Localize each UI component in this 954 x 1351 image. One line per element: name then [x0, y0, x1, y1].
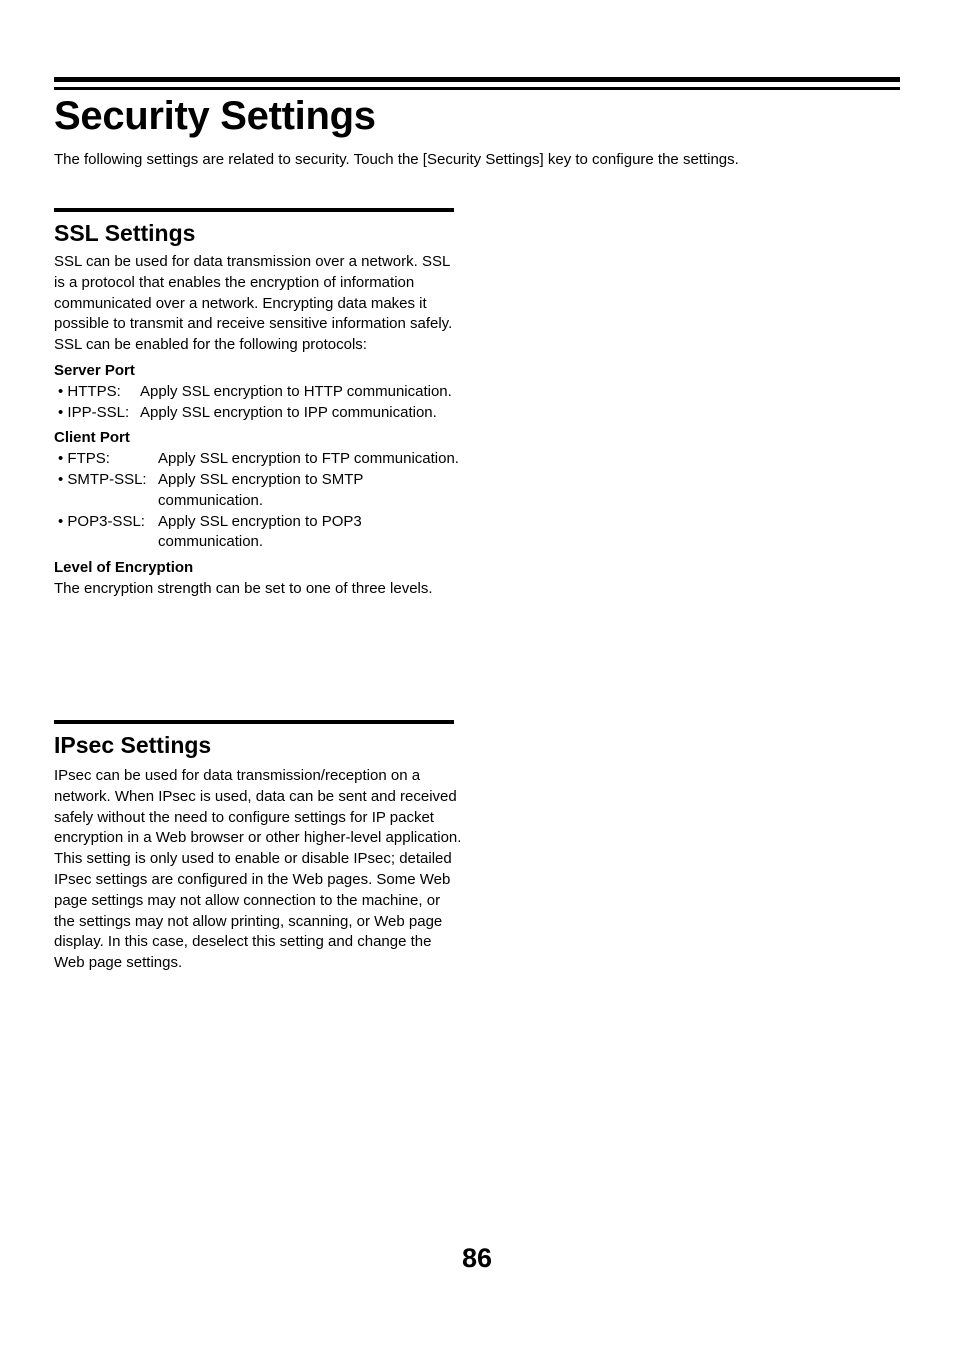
list-item [54, 449, 464, 470]
ipsec-section [54, 720, 464, 974]
title-rule-thin [54, 87, 900, 90]
ipsec-paragraph: IPsec can be used for data transmission/reception on a network. When IPsec is used, data can be sent and received safely without the need to configure settings for IP packet encryption in a Web browser or other higher-level application. [54, 767, 462, 847]
protocol-desc: Apply SSL encryption to POP3 communication. [158, 512, 362, 551]
ssl-body [54, 252, 464, 600]
protocol-desc: Apply SSL encryption to HTTP communication. [140, 382, 452, 400]
protocol-term: • IPP-SSL: [58, 403, 130, 421]
page-number: 86 [461, 1243, 493, 1273]
ssl-section [54, 208, 464, 600]
encryption-heading: Level of Encryption [54, 559, 194, 577]
ipsec-paragraph: This setting is only used to enable or disable IPsec; detailed IPsec settings are configured in the Web pages. Some Web page settings may not allow connection to the machine, or the settings may not allow printing, scanning, or Web page display. In this case, deselect this setting and change the Web page settings. [54, 850, 452, 972]
protocol-desc: Apply SSL encryption to FTP communication. [158, 450, 459, 468]
encryption-text: The encryption strength can be set to one of three levels. [54, 579, 433, 597]
list-item [54, 512, 464, 554]
protocol-term: • HTTPS: [58, 382, 121, 400]
ipsec-heading: IPsec Settings [54, 732, 212, 758]
server-port-list [54, 382, 464, 424]
server-port-heading: Server Port [54, 361, 135, 379]
ssl-paragraph: SSL can be used for data transmission over a network. SSL is a protocol that enables the encryption of information communicated over a network. Encrypting data makes it possible to transmit and receive sensitive information safely. [54, 253, 453, 333]
list-item [54, 403, 464, 424]
ssl-heading: SSL Settings [54, 220, 196, 246]
list-item [54, 382, 464, 403]
list-item [54, 470, 464, 512]
ssl-paragraph: SSL can be enabled for the following protocols: [54, 336, 367, 354]
protocol-term: • POP3-SSL: [58, 512, 145, 530]
protocol-desc: Apply SSL encryption to IPP communication. [140, 403, 437, 421]
client-port-heading: Client Port [54, 429, 130, 447]
ipsec-body [54, 766, 464, 974]
protocol-term: • FTPS: [58, 450, 110, 468]
ipsec-section-rule [54, 720, 454, 724]
page-title: Security Settings [54, 94, 376, 138]
ssl-section-rule [54, 208, 454, 212]
title-rule-thick [54, 77, 900, 82]
protocol-term: • SMTP-SSL: [58, 470, 147, 488]
client-port-list [54, 449, 464, 553]
protocol-desc: Apply SSL encryption to SMTP communication. [158, 470, 364, 509]
page-intro: The following settings are related to security. Touch the [Security Settings] key to configure the settings. [54, 151, 739, 168]
